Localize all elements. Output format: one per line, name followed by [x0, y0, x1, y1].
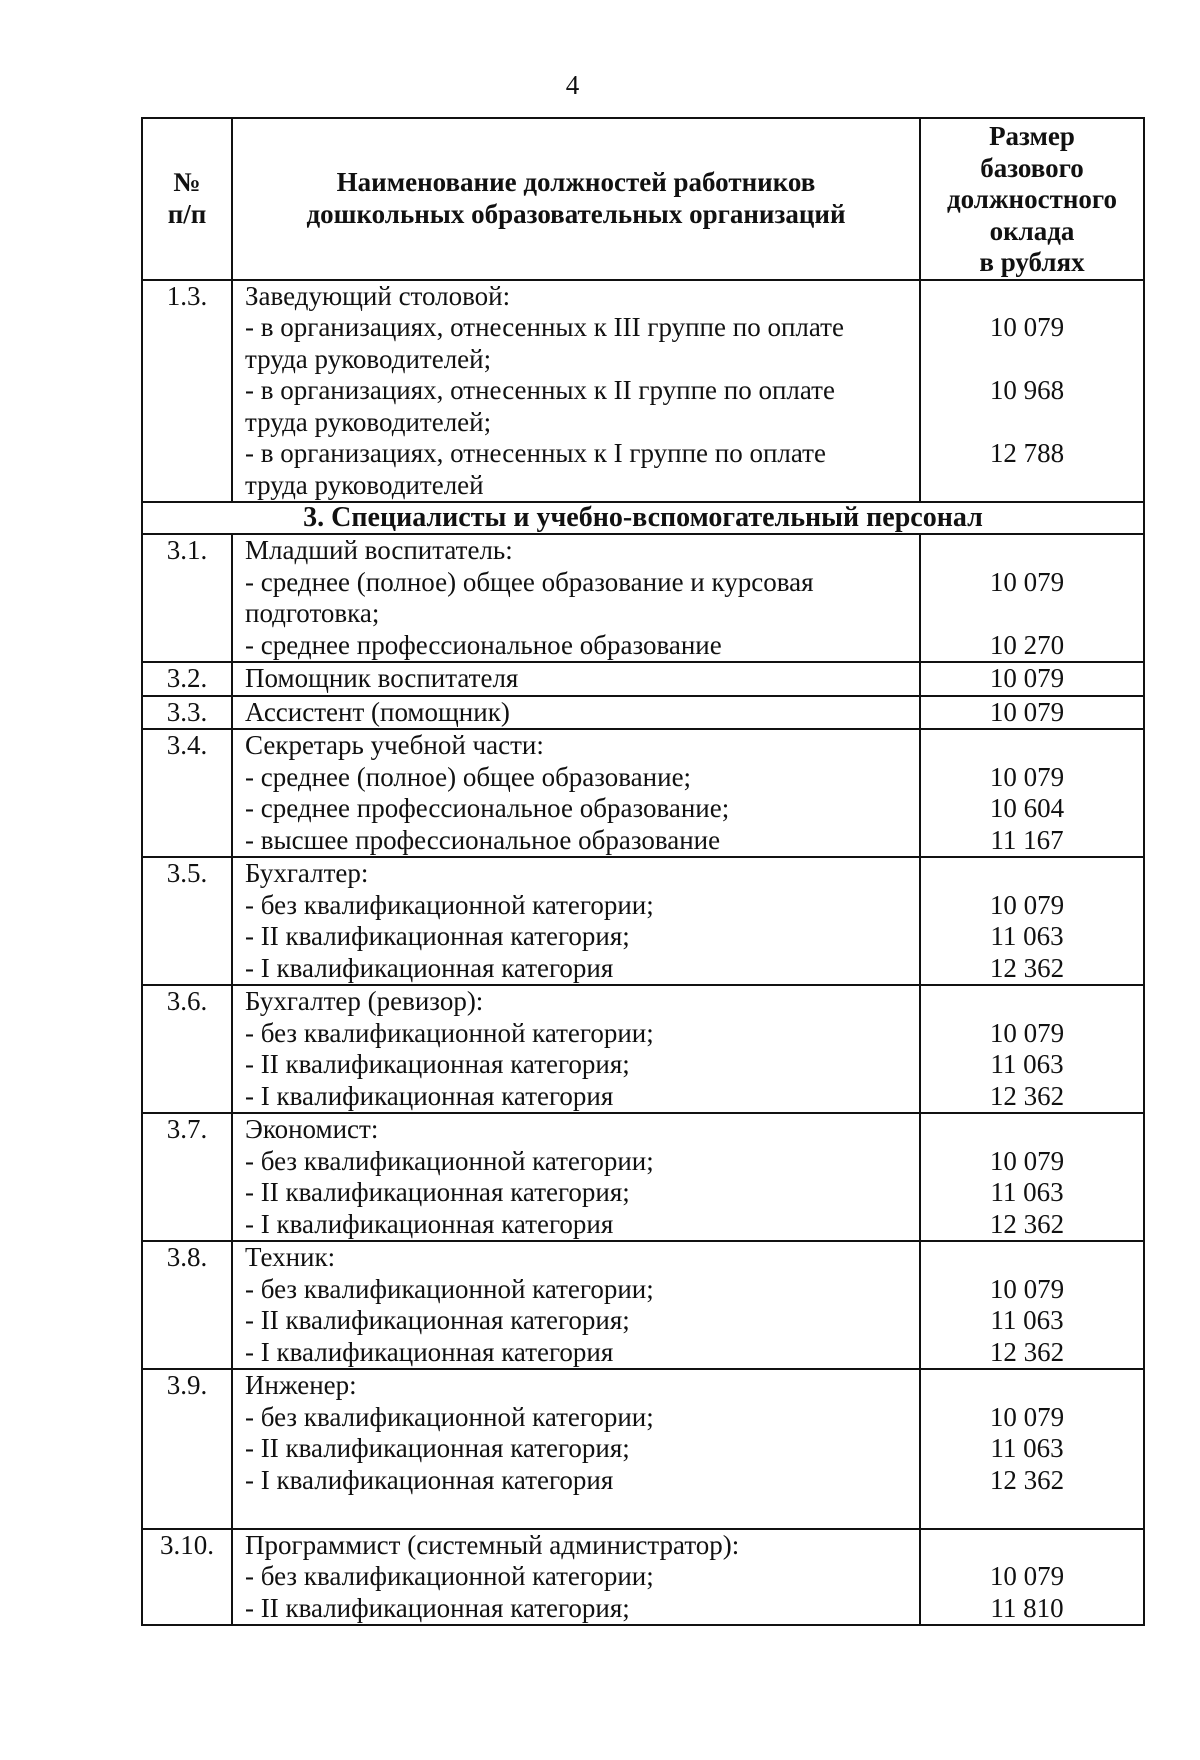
salary-cell: [920, 534, 1144, 662]
table-body-section-3: [142, 534, 1144, 1625]
row-number: 3.6.: [142, 985, 232, 1113]
position-line: - II квалификационная категория;: [245, 1305, 630, 1335]
salary-value: 10 079: [989, 1145, 1065, 1176]
row-number: 3.10.: [142, 1529, 232, 1626]
section-heading-row: [142, 502, 1144, 534]
position-line: - в организациях, отнесенных к III группе по оплате: [245, 312, 844, 342]
table-row: [142, 662, 1144, 696]
salary-value: 11 063: [990, 1177, 1064, 1207]
row-number: 3.5.: [142, 857, 232, 985]
position-name-cell: [232, 1529, 920, 1626]
position-line: Помощник воспитателя: [245, 663, 519, 693]
position-line: Секретарь учебной части:: [245, 730, 544, 760]
salary-value: [921, 1530, 1133, 1562]
table-row: [142, 280, 1144, 503]
position-line: - среднее профессиональное образование: [245, 629, 722, 660]
salary-value: 12 362: [989, 1080, 1065, 1111]
salary-cell: [920, 857, 1144, 985]
salary-value: 10 079: [989, 889, 1065, 920]
position-line: - без квалификационной категории;: [245, 1273, 654, 1304]
header-number-symbol: №: [173, 167, 201, 198]
salary-cell: [920, 1241, 1144, 1369]
position-line: - без квалификационной категории;: [245, 1561, 654, 1591]
salary-cell: [920, 729, 1144, 857]
header-salary-line-2: базового: [980, 152, 1084, 183]
salary-value: [921, 730, 1133, 762]
position-line: Экономист:: [245, 1114, 379, 1144]
salary-cell: [920, 1369, 1144, 1529]
table-body-section-3-title: [142, 502, 1144, 534]
position-name-cell: [232, 1113, 920, 1241]
row-number: 3.3.: [142, 696, 232, 730]
salary-cell: [920, 1529, 1144, 1626]
header-salary-line-1: Размер: [989, 121, 1075, 151]
salary-value: [921, 1370, 1133, 1402]
position-line: Инженер:: [245, 1370, 357, 1400]
salary-value: 11 063: [990, 1433, 1064, 1463]
header-name-line-1: Наименование должностей работников: [336, 167, 816, 198]
salary-value: 10 968: [989, 375, 1065, 405]
salary-value: 12 362: [989, 1336, 1065, 1367]
salary-value: 11 167: [990, 824, 1064, 855]
position-line: - в организациях, отнесенных к I группе по оплате: [245, 438, 826, 468]
position-line: Техник:: [245, 1242, 336, 1272]
salary-cell: [920, 985, 1144, 1113]
header-number: [142, 118, 232, 280]
table-row: [142, 1113, 1144, 1241]
row-number: 3.4.: [142, 729, 232, 857]
position-name-cell: [232, 857, 920, 985]
position-name-cell: [232, 729, 920, 857]
salary-value: [921, 535, 1133, 567]
salary-value: [921, 344, 1133, 376]
position-line: Бухгалтер (ревизор):: [245, 986, 484, 1016]
header-salary: [920, 118, 1144, 280]
position-name-cell: [232, 280, 920, 503]
position-line: - I квалификационная категория: [245, 1336, 614, 1367]
salary-value: 11 810: [990, 1592, 1064, 1623]
table-row: [142, 696, 1144, 730]
position-line: - без квалификационной категории;: [245, 1017, 654, 1048]
salary-value: 11 063: [990, 1049, 1064, 1079]
position-line: труда руководителей;: [245, 343, 492, 374]
salary-table: [141, 117, 1145, 1626]
position-name-cell: [232, 1241, 920, 1369]
salary-value: 10 079: [989, 663, 1065, 693]
position-line: Младший воспитатель:: [245, 535, 513, 565]
table-row: [142, 534, 1144, 662]
salary-value: 12 362: [989, 1464, 1065, 1495]
position-name-cell: [232, 1369, 920, 1529]
table-body-section-1: [142, 280, 1144, 503]
salary-value: 10 079: [989, 696, 1065, 727]
salary-value: [921, 986, 1133, 1018]
salary-value: 10 079: [989, 566, 1065, 597]
table-row: [142, 1529, 1144, 1626]
position-line: - II квалификационная категория;: [245, 1049, 630, 1079]
salary-cell: [920, 696, 1144, 730]
salary-value: 10 079: [989, 1273, 1065, 1304]
row-number: 3.1.: [142, 534, 232, 662]
position-line: труда руководителей: [245, 469, 484, 500]
salary-value: [921, 407, 1133, 439]
position-line: - без квалификационной категории;: [245, 1145, 654, 1176]
salary-value: 10 079: [989, 1401, 1065, 1432]
position-line: Бухгалтер:: [245, 858, 369, 888]
salary-cell: [920, 280, 1144, 503]
position-line: - без квалификационной категории;: [245, 1401, 654, 1432]
position-line: - среднее профессиональное образование;: [245, 793, 730, 823]
position-line: - I квалификационная категория: [245, 1080, 614, 1111]
salary-value: [921, 598, 1133, 630]
header-name-line-2: дошкольных образовательных организаций: [306, 198, 846, 229]
salary-value: 10 079: [989, 1561, 1065, 1591]
position-line: Заведующий столовой:: [245, 280, 511, 311]
header-salary-line-3: должностного: [947, 184, 1117, 214]
table-header-row: [142, 118, 1144, 280]
salary-value: 12 362: [989, 1208, 1065, 1239]
table-row: [142, 857, 1144, 985]
position-name-cell: [232, 985, 920, 1113]
position-line: - без квалификационной категории;: [245, 889, 654, 920]
salary-value: [921, 1114, 1133, 1146]
salary-value: 10 079: [989, 1017, 1065, 1048]
page-number: 4: [565, 70, 580, 100]
row-number: 3.8.: [142, 1241, 232, 1369]
position-line: - II квалификационная категория;: [245, 1433, 630, 1463]
table-row: [142, 729, 1144, 857]
header-number-abbr: п/п: [167, 198, 207, 229]
position-name-cell: [232, 534, 920, 662]
header-salary-line-4: оклада: [989, 215, 1075, 246]
salary-value: 10 270: [989, 629, 1065, 660]
salary-value: 11 063: [990, 921, 1064, 951]
salary-value: [921, 858, 1133, 890]
position-line: Программист (системный администратор):: [245, 1529, 740, 1560]
salary-cell: [920, 662, 1144, 696]
position-line: - в организациях, отнесенных к II группе по оплате: [245, 375, 835, 405]
salary-value: 10 079: [989, 761, 1065, 792]
salary-value: 10 604: [989, 793, 1065, 823]
header-position-name: [232, 118, 920, 280]
row-number: 3.7.: [142, 1113, 232, 1241]
salary-value: [921, 1496, 1133, 1528]
position-line: - среднее (полное) общее образование и курсовая: [245, 566, 814, 597]
salary-value: 11 063: [990, 1305, 1064, 1335]
position-name-cell: [232, 696, 920, 730]
position-line: Ассистент (помощник): [245, 696, 510, 727]
position-line: подготовка;: [245, 598, 380, 628]
row-number: 1.3.: [142, 280, 232, 503]
position-line: - высшее профессиональное образование: [245, 824, 721, 855]
position-line: труда руководителей;: [245, 406, 492, 437]
table-row: [142, 1241, 1144, 1369]
salary-value: 12 362: [989, 952, 1065, 983]
position-line: - II квалификационная категория;: [245, 1177, 630, 1207]
salary-value: [921, 1242, 1133, 1274]
position-line: - I квалификационная категория: [245, 1208, 614, 1239]
position-line: - I квалификационная категория: [245, 952, 614, 983]
table-row: [142, 985, 1144, 1113]
position-name-cell: [232, 662, 920, 696]
section-heading: 3. Специалисты и учебно-вспомогательный персонал: [142, 502, 1144, 534]
salary-value: [921, 281, 1133, 313]
position-line: - среднее (полное) общее образование;: [245, 761, 692, 792]
salary-value: 10 079: [989, 312, 1065, 342]
row-number: 3.2.: [142, 662, 232, 696]
salary-value: 12 788: [989, 438, 1065, 468]
position-line: [245, 1496, 919, 1528]
salary-value: [921, 470, 1133, 502]
position-line: - I квалификационная категория: [245, 1464, 614, 1495]
position-line: - II квалификационная категория;: [245, 1592, 630, 1623]
row-number: 3.9.: [142, 1369, 232, 1529]
position-line: - II квалификационная категория;: [245, 921, 630, 951]
table-row: [142, 1369, 1144, 1529]
salary-cell: [920, 1113, 1144, 1241]
header-salary-line-5: в рублях: [979, 247, 1085, 277]
